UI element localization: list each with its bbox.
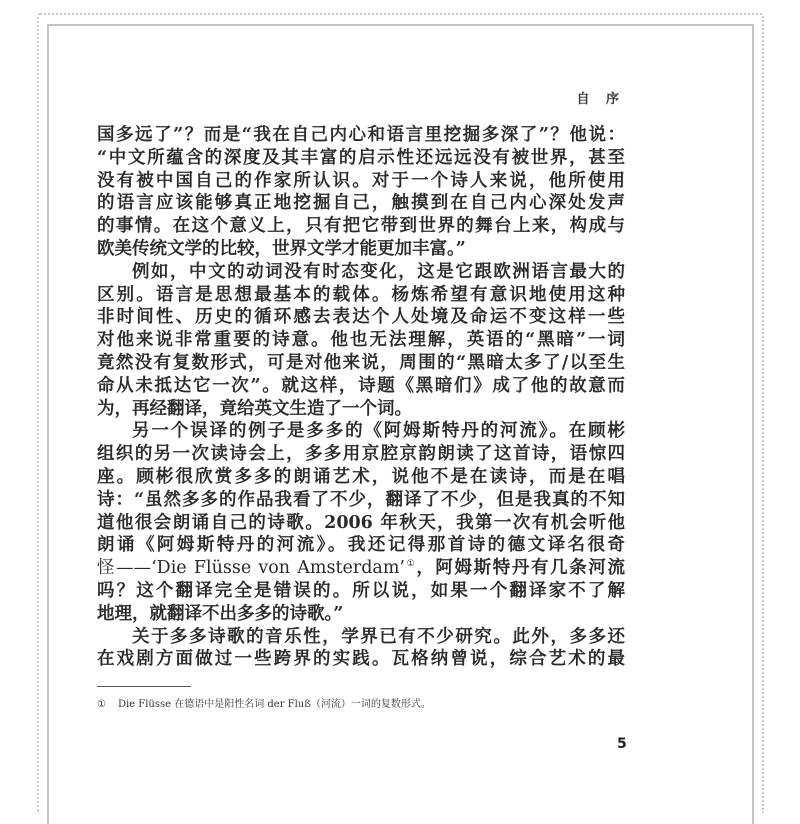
text-line: 的语言应该能够真正地挖掘自己，触摸到在自己内心深处发声 xyxy=(97,193,625,214)
text-line: 在戏剧方面做过一些跨界的实践。瓦格纳曾说，综合艺术的最 xyxy=(97,649,625,670)
running-header: 自 序 xyxy=(576,92,625,107)
body-text xyxy=(97,124,625,671)
text-line xyxy=(97,557,625,580)
text-line: 竟然没有复数形式，可是对他来说，周围的“黑暗太多了/以至生 xyxy=(97,352,625,373)
text-line: 关于多多诗歌的音乐性，学界已有不少研究。此外，多多还 xyxy=(132,626,625,647)
text-line: 命从未抵达它一次”。就这样，诗题《黑暗们》成了他的故意而 xyxy=(97,375,625,396)
text-line: 没有被中国自己的作家所认识。对于一个诗人来说，他所使用 xyxy=(97,170,625,191)
text-line: 朗诵《阿姆斯特丹的河流》。我还记得那首诗的德文译名很奇 xyxy=(97,535,625,556)
text-line: 组织的另一次读诗会上，多多用京腔京韵朗读了这首诗，语惊四 xyxy=(97,444,625,465)
text-line: 座。顾彬很欣赏多多的朗诵艺术，说他不是在读诗，而是在唱 xyxy=(97,466,625,487)
footnote-text: Die Flüsse 在德语中是阳性名词 der Fluß（河流）一词的复数形式。 xyxy=(117,699,431,710)
text-line: 的事情。在这个意义上，只有把它带到世界的舞台上来，构成与 xyxy=(97,216,625,237)
text-line: 地理，就翻译不出多多的诗歌。” xyxy=(97,603,344,624)
text-line: 欧美传统文学的比较，世界文学才能更加丰富。” xyxy=(97,238,466,259)
footnote-reference[interactable]: ① xyxy=(405,559,417,570)
text-line: 例如，中文的动词没有时态变化，这是它跟欧洲语言最大的 xyxy=(132,261,625,282)
text-line: 吗？这个翻译完全是错误的。所以说，如果一个翻译家不了解 xyxy=(97,580,625,601)
footnote xyxy=(97,698,431,712)
footnote-marker: ① xyxy=(97,699,106,710)
text-line: “中文所蕴含的深度及其丰富的启示性还远远没有被世界，甚至 xyxy=(97,147,625,168)
text-line: 另一个误译的例子是多多的《阿姆斯特丹的河流》。在顾彬 xyxy=(132,421,625,442)
text-segment: ，阿姆斯特丹有几条河流 xyxy=(416,558,625,579)
text-line: 非时间性、历史的循环感去表达个人处境及命运不变这样一些 xyxy=(97,307,625,328)
text-line: 国多远了”？而是“我在自己内心和语言里挖掘多深了”？他说： xyxy=(97,125,625,145)
text-line: 道他很会朗诵自己的诗歌。2006 年秋天，我第一次有机会听他 xyxy=(97,512,625,533)
text-line: 诗：“虽然多多的作品我看了不少，翻译了不少，但是我真的不知 xyxy=(97,489,625,510)
text-line: 区别。语言是思想最基本的载体。杨炼希望有意识地使用这种 xyxy=(97,284,625,305)
text-line: 为，再经翻译，竟给英文生造了一个词。 xyxy=(97,398,412,419)
text-segment: 怪——‘Die Flüsse von Amsterdam’ xyxy=(97,558,405,579)
page-number: 5 xyxy=(617,736,627,752)
footnote-divider xyxy=(97,686,191,687)
text-line: 对他来说非常重要的诗意。他也无法理解，英语的“黑暗”一词 xyxy=(97,330,625,351)
